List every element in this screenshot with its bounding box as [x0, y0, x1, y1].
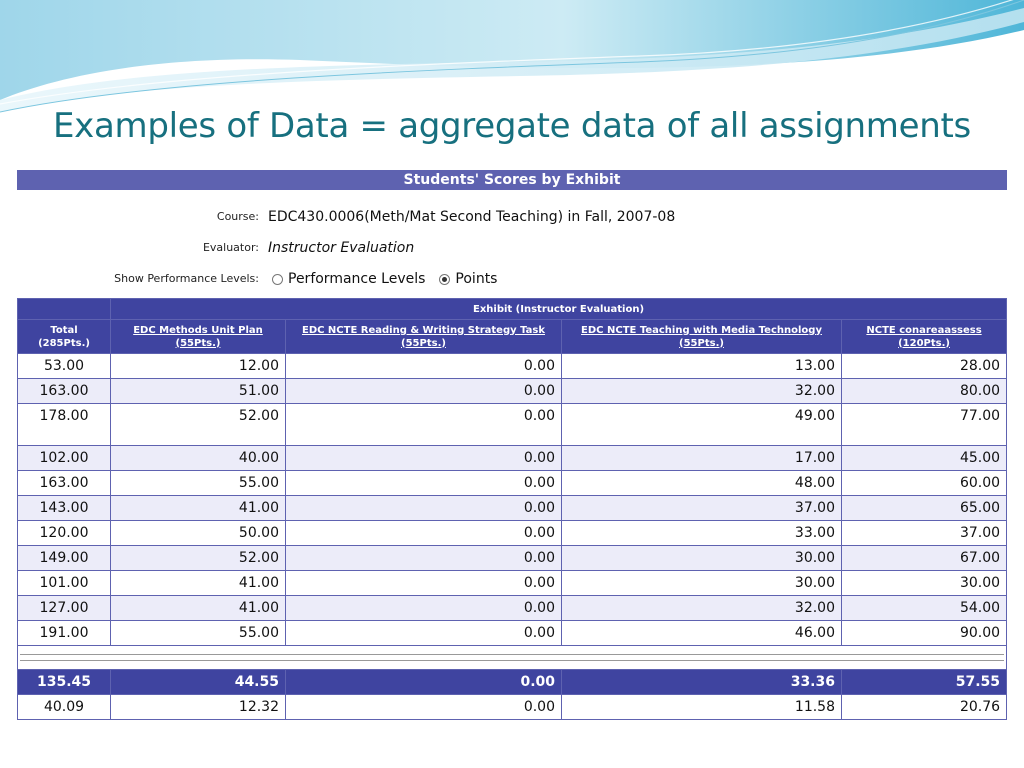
column-header-reading-writing[interactable] — [286, 320, 562, 354]
separator-lines — [20, 654, 1004, 661]
total-cell: 53.00 — [18, 354, 111, 379]
score-cell: 46.00 — [562, 621, 842, 646]
show-levels-row — [17, 268, 1007, 290]
table-row — [18, 546, 1007, 571]
table-row — [18, 354, 1007, 379]
column-header-points[interactable]: (55Pts.) — [401, 337, 446, 349]
score-cell: 32.00 — [562, 379, 842, 404]
score-cell: 80.00 — [842, 379, 1007, 404]
std-dev-row — [18, 695, 1007, 720]
table-row — [18, 621, 1007, 646]
score-cell: 30.00 — [562, 546, 842, 571]
radio-points-label[interactable]: Points — [455, 271, 498, 287]
score-cell: 0.00 — [286, 354, 562, 379]
score-cell: 77.00 — [842, 404, 1007, 446]
column-header-row — [18, 320, 1007, 354]
column-header-points[interactable]: (55Pts.) — [679, 337, 724, 349]
std-dev-total-cell: 40.09 — [18, 695, 111, 720]
evaluator-value: Instructor Evaluation — [268, 240, 415, 256]
score-cell: 32.00 — [562, 596, 842, 621]
table-row — [18, 571, 1007, 596]
table-row — [18, 471, 1007, 496]
slide-title: Examples of Data = aggregate data of all assignments — [53, 106, 971, 146]
score-cell: 48.00 — [562, 471, 842, 496]
course-label: Course: — [216, 210, 259, 223]
score-cell: 17.00 — [562, 446, 842, 471]
decorative-wave-banner — [0, 0, 1024, 120]
column-header-methods-unit-plan[interactable] — [111, 320, 286, 354]
score-cell: 0.00 — [286, 496, 562, 521]
std-dev-cell: 0.00 — [286, 695, 562, 720]
average-row — [18, 670, 1007, 695]
average-cell: 0.00 — [286, 670, 562, 695]
separator-row — [18, 646, 1007, 670]
score-cell: 90.00 — [842, 621, 1007, 646]
column-header-conareaassess[interactable] — [842, 320, 1007, 354]
column-header-total — [18, 320, 111, 354]
score-cell: 33.00 — [562, 521, 842, 546]
average-total-cell: 135.45 — [18, 670, 111, 695]
total-cell: 127.00 — [18, 596, 111, 621]
score-cell: 45.00 — [842, 446, 1007, 471]
score-cell: 12.00 — [111, 354, 286, 379]
column-header-title[interactable]: EDC Methods Unit Plan — [133, 324, 263, 336]
score-cell: 52.00 — [111, 404, 286, 446]
score-cell: 52.00 — [111, 546, 286, 571]
total-cell: 120.00 — [18, 521, 111, 546]
course-row — [17, 206, 1007, 228]
radio-performance-levels-label[interactable]: Performance Levels — [288, 271, 426, 287]
score-cell: 41.00 — [111, 571, 286, 596]
score-cell: 0.00 — [286, 621, 562, 646]
total-cell: 163.00 — [18, 379, 111, 404]
radio-points[interactable] — [439, 274, 450, 285]
score-cell: 37.00 — [842, 521, 1007, 546]
column-header-title[interactable]: EDC NCTE Reading & Writing Strategy Task — [301, 324, 546, 336]
exhibit-group-header: Exhibit (Instructor Evaluation) — [111, 299, 1007, 320]
average-cell: 33.36 — [562, 670, 842, 695]
score-cell: 13.00 — [562, 354, 842, 379]
table-row — [18, 446, 1007, 471]
column-header-media-technology[interactable] — [562, 320, 842, 354]
average-cell: 44.55 — [111, 670, 286, 695]
score-cell: 0.00 — [286, 471, 562, 496]
column-header-points[interactable]: (120Pts.) — [898, 337, 950, 349]
score-cell: 51.00 — [111, 379, 286, 404]
scores-table — [17, 298, 1007, 720]
std-dev-cell: 11.58 — [562, 695, 842, 720]
column-header-title: Total — [50, 324, 78, 336]
table-row — [18, 379, 1007, 404]
group-header-row — [18, 299, 1007, 320]
score-cell: 0.00 — [286, 571, 562, 596]
scores-panel — [17, 170, 1007, 758]
show-levels-radio-group — [272, 268, 511, 290]
table-row — [18, 496, 1007, 521]
column-header-title[interactable]: NCTE conareaassess — [866, 324, 982, 336]
score-cell: 0.00 — [286, 546, 562, 571]
score-cell: 0.00 — [286, 379, 562, 404]
average-cell: 57.55 — [842, 670, 1007, 695]
radio-performance-levels[interactable] — [272, 274, 283, 285]
score-cell: 0.00 — [286, 404, 562, 446]
score-cell: 50.00 — [111, 521, 286, 546]
evaluator-label: Evaluator: — [202, 241, 259, 254]
std-dev-cell: 20.76 — [842, 695, 1007, 720]
score-cell: 67.00 — [842, 546, 1007, 571]
score-cell: 49.00 — [562, 404, 842, 446]
score-cell: 54.00 — [842, 596, 1007, 621]
total-cell: 149.00 — [18, 546, 111, 571]
table-row — [18, 521, 1007, 546]
total-cell: 102.00 — [18, 446, 111, 471]
score-cell: 30.00 — [842, 571, 1007, 596]
score-cell: 55.00 — [111, 471, 286, 496]
table-row — [18, 596, 1007, 621]
score-cell: 55.00 — [111, 621, 286, 646]
total-cell: 101.00 — [18, 571, 111, 596]
std-dev-cell: 12.32 — [111, 695, 286, 720]
total-cell: 163.00 — [18, 471, 111, 496]
score-cell: 0.00 — [286, 521, 562, 546]
total-cell: 191.00 — [18, 621, 111, 646]
evaluator-row — [17, 237, 1007, 259]
score-cell: 41.00 — [111, 596, 286, 621]
total-cell: 178.00 — [18, 404, 111, 446]
total-cell: 143.00 — [18, 496, 111, 521]
score-cell: 0.00 — [286, 446, 562, 471]
score-cell: 41.00 — [111, 496, 286, 521]
separator — [18, 646, 1007, 670]
score-cell: 60.00 — [842, 471, 1007, 496]
column-header-title[interactable]: EDC NCTE Teaching with Media Technology — [581, 324, 822, 336]
score-cell: 30.00 — [562, 571, 842, 596]
column-header-points[interactable]: (55Pts.) — [175, 337, 221, 349]
score-cell: 37.00 — [562, 496, 842, 521]
score-cell: 65.00 — [842, 496, 1007, 521]
score-cell: 40.00 — [111, 446, 286, 471]
table-row — [18, 404, 1007, 446]
score-cell: 0.00 — [286, 596, 562, 621]
panel-header: Students' Scores by Exhibit — [17, 170, 1007, 190]
column-header-points: (285Pts.) — [38, 337, 90, 349]
course-value: EDC430.0006(Meth/Mat Second Teaching) in Fall, 2007-08 — [268, 209, 676, 225]
score-cell: 28.00 — [842, 354, 1007, 379]
show-levels-label: Show Performance Levels: — [114, 272, 259, 285]
